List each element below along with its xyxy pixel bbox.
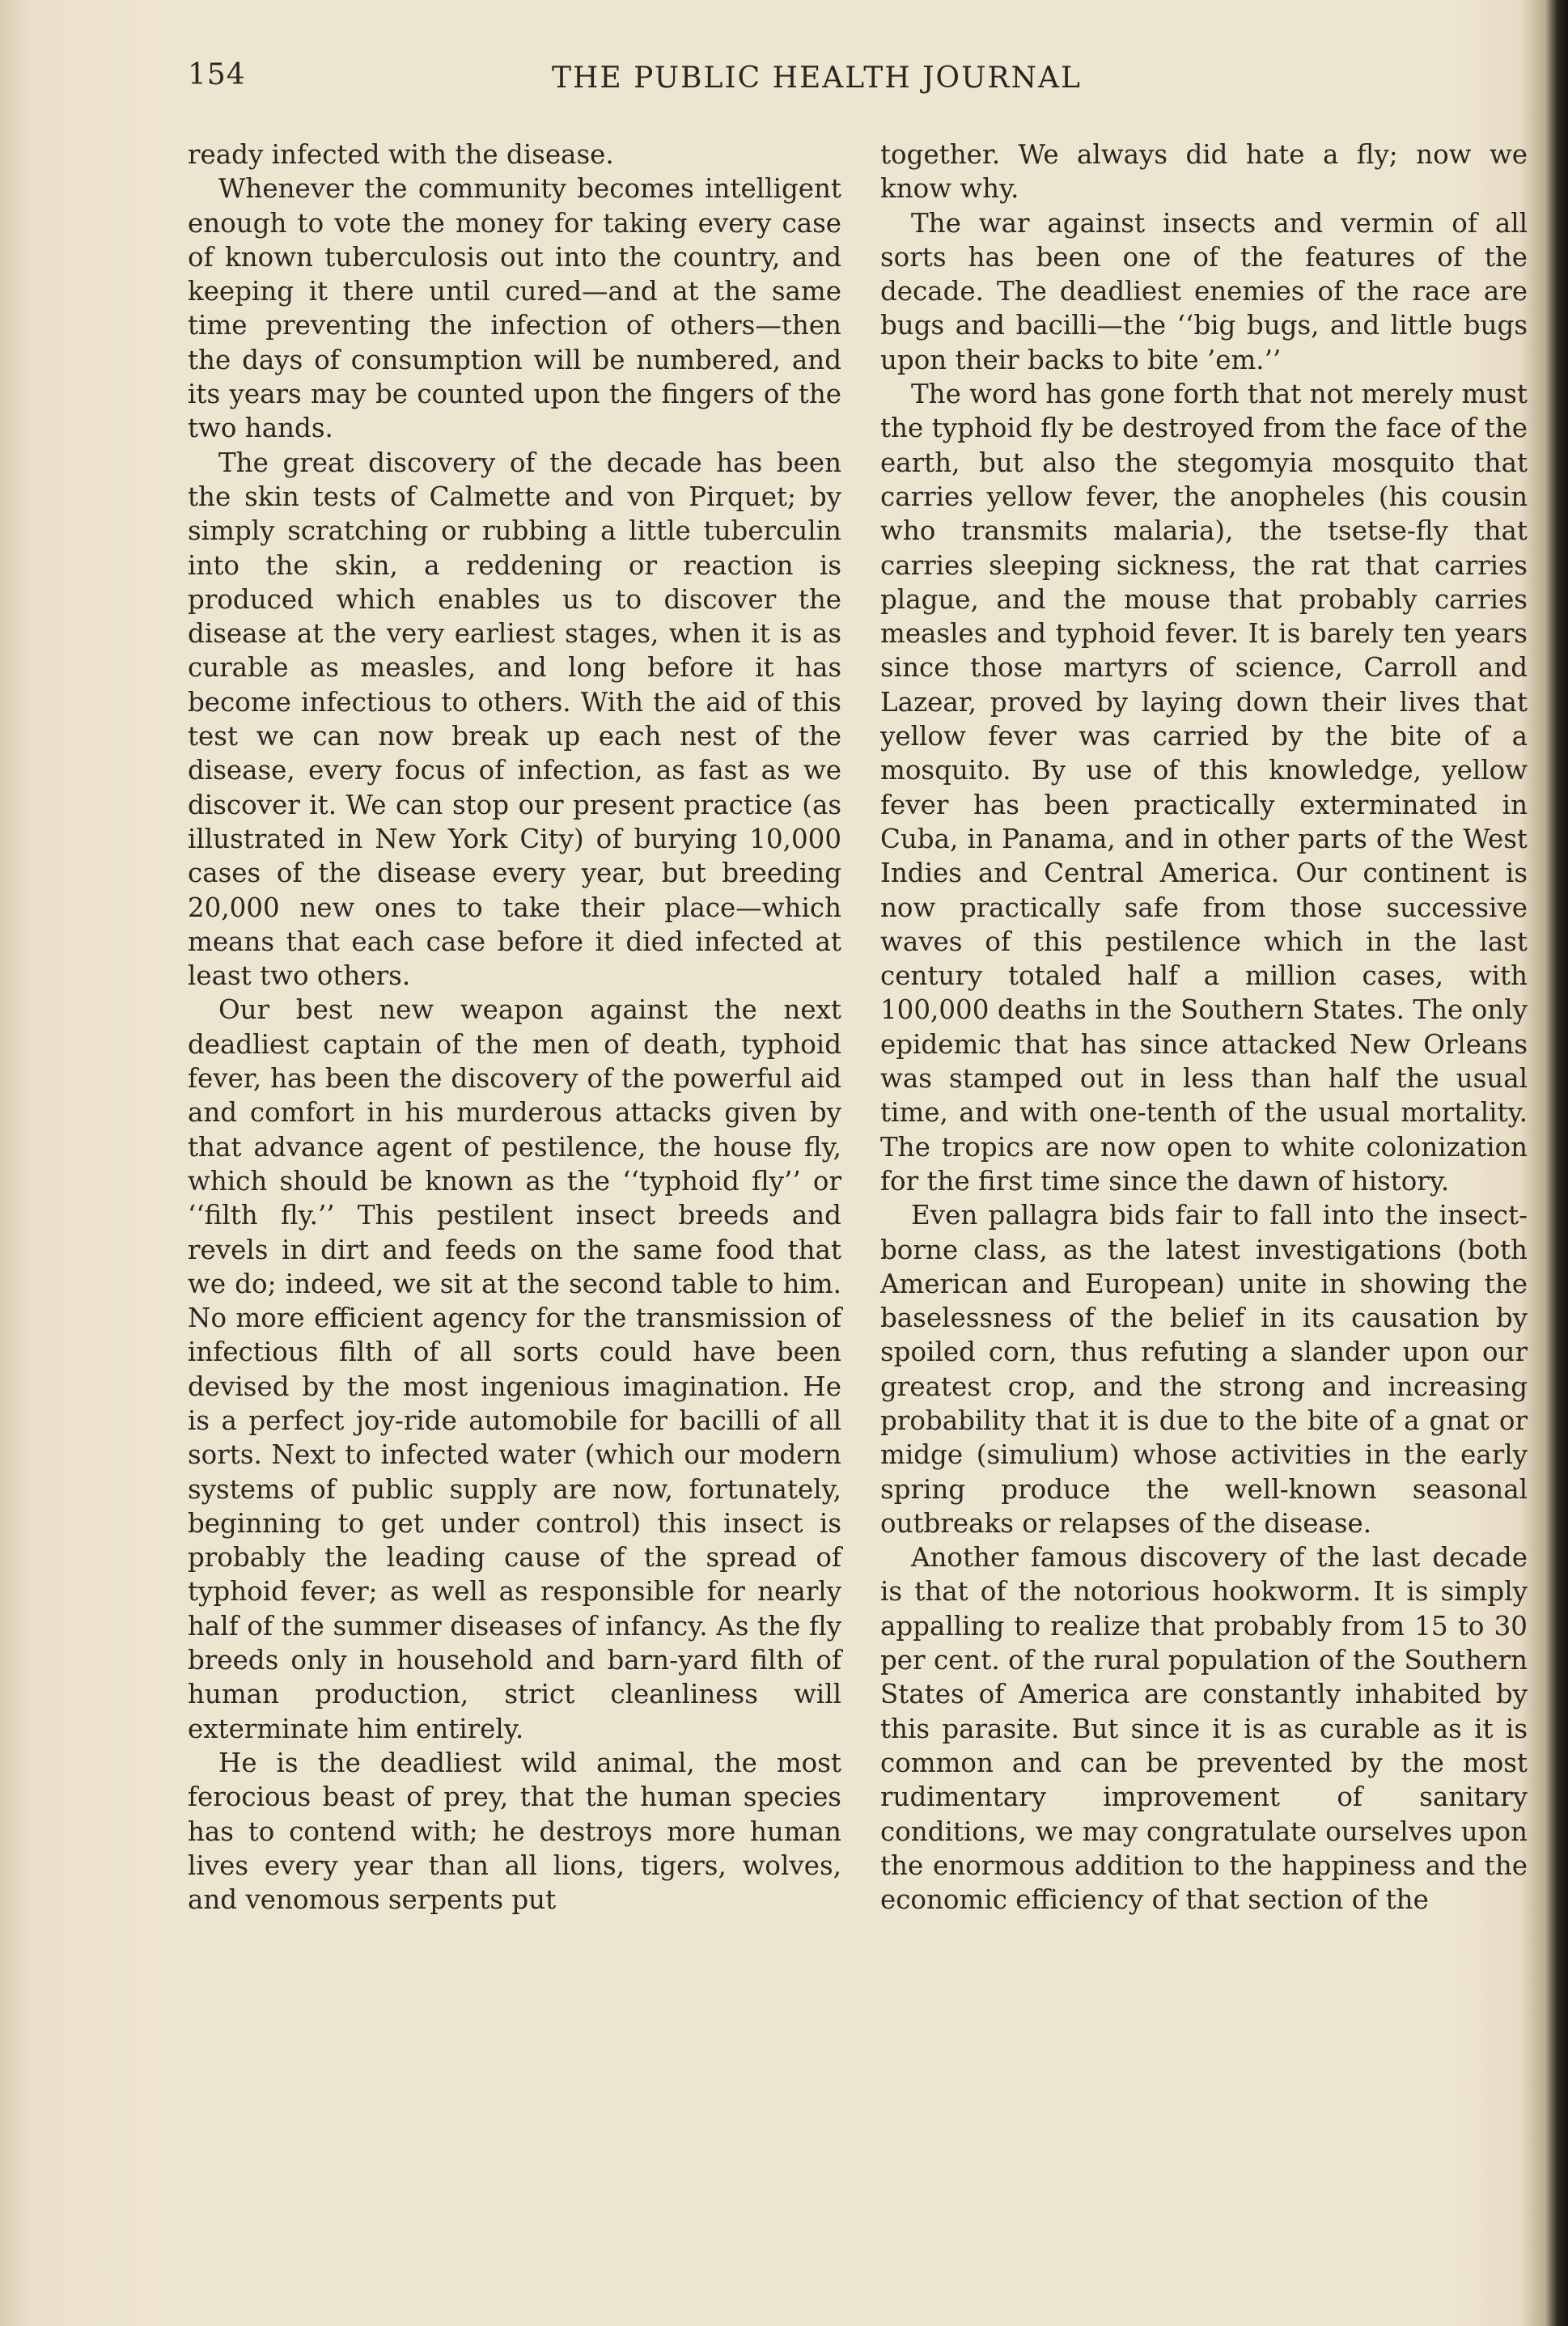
paragraph: Whenever the community becomes intelligent enough to vote the money for taking every case of known tuberculosis out into the country, and keeping it there until cured—and at the same time preventing the infection of others—then the days of consumption will be numbered, and its years may be counted upon the fingers of the two hands. [188,173,841,444]
paragraph: ready infected with the disease. [188,139,614,170]
paragraph: Another famous discovery of the last decade is that of the notorious hookworm. It is simply appalling to realize that probably from 15 to 30 per cent. of the rural population of the Southern States of America are constantly inhabited by this parasite. But since it is as curable as it is common and can be prevented by the most rudimentary improvement of sanitary conditions, we may congratulate ourselves upon the enormous addition to the happiness and the economic efficiency of that section of the [880,1542,1528,1916]
paragraph: The word has gone forth that not merely must the typhoid fly be destroyed from the face of the earth, but also the stegomyia mosquito that carries yellow fever, the anopheles (his cousin who transmits malaria), the tsetse-fly that carries sleeping sickness, the rat that carries plague, and the mouse that probably carries measles and typhoid fever. It is barely ten years since those martyrs of science, Carroll and Lazear, proved by laying down their lives that yellow fever was carried by the bite of a mosquito. By use of this knowledge, yellow fever has been practically exterminated in Cuba, in Panama, and in other parts of the West Indies and Central America. Our continent is now practically safe from those successive waves of this pestilence which in the last century totaled half a million cases, with 100,000 deaths in the Southern States. The only epidemic that has since attacked New Orleans was stamped out in less than half the usual time, and with one-tenth of the usual mortality. The tropics are now open to white colonization for the first time since the dawn of history. [880,379,1528,1197]
paragraph: Even pallagra bids fair to fall into the insect-borne class, as the latest investigations (both American and European) unite in showing the baselessness of the belief in its causation by spoiled corn, thus refuting a slander upon our greatest crop, and the strong and increasing probability that it is due to the bite of a gnat or midge (simulium) whose activities in the early spring produce the well-known seasonal outbreaks or relapses of the disease. [880,1200,1528,1539]
paragraph: together. We always did hate a fly; now we know why. [880,139,1528,205]
paragraph: Our best new weapon against the next deadliest captain of the men of death, typhoid fever, has been the discovery of the powerful aid and comfort in his murderous attacks given by that advance agent of pestilence, the house fly, which should be known as the ‘‘typhoid fly’’ or ‘‘filth fly.’’ This pestilent insect breeds and revels in dirt and feeds on the same food that we do; indeed, we sit at the second table to him. No more efficient agency for the transmission of infectious filth of all sorts could have been devised by the most ingenious imagination. He is a perfect joy-ride automobile for bacilli of all sorts. Next to infected water (which our modern systems of public supply are now, fortunately, beginning to get under control) this insect is probably the leading cause of the spread of typhoid fever; as well as responsible for nearly half of the summer diseases of infancy. As the fly breeds only in household and barn-yard filth of human production, strict cleanliness will exterminate him entirely. [188,994,841,1744]
page-number: 154 [188,58,246,91]
left-column [188,138,841,1917]
running-head [188,58,1191,107]
journal-title: THE PUBLIC HEALTH JOURNAL [552,61,1082,95]
paragraph: He is the deadliest wild animal, the most ferocious beast of prey, that the human species has to contend with; he destroys more human lives every year than all lions, tigers, wolves, and venomous serpents put [188,1747,841,1916]
right-column [880,138,1528,1917]
paragraph: The war against insects and vermin of all sorts has been one of the features of the decade. The deadliest enemies of the race are bugs and bacilli—the ‘‘big bugs, and little bugs upon their backs to bite ’em.’’ [880,207,1528,375]
paragraph: The great discovery of the decade has been the skin tests of Calmette and von Pirquet; by simply scratching or rubbing a little tuberculin into the skin, a reddening or reaction is produced which enables us to discover the disease at the very earliest stages, when it is as curable as measles, and long before it has become infectious to others. With the aid of this test we can now break up each nest of the disease, every focus of infection, as fast as we discover it. We can stop our present practice (as illustrated in New York City) of burying 10,000 cases of the disease every year, but breeding 20,000 new ones to take their place—which means that each case before it died infected at least two others. [188,447,841,992]
